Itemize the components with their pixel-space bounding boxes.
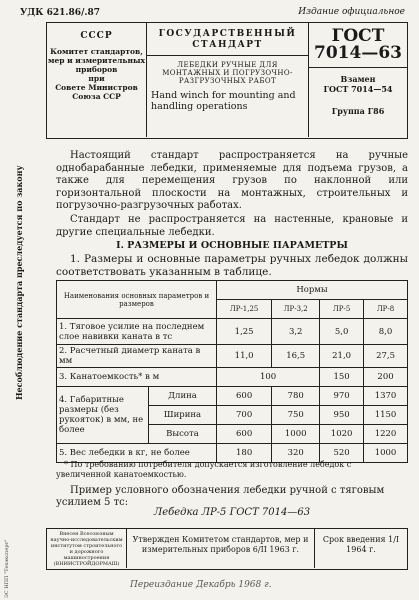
dim-name: Высота	[149, 425, 217, 444]
cell: 1370	[364, 387, 408, 406]
row-label: 1. Тяговое усилие на последнем слое навивки каната в тс	[57, 319, 217, 345]
cell: 100	[217, 368, 320, 387]
cell: 600	[217, 425, 272, 444]
publisher-stamp: ЭС НПП "Техэксперт"	[4, 539, 10, 598]
cell: 11,0	[217, 345, 272, 368]
gost-number: ГОСТ 7014—63	[309, 23, 407, 68]
model-header: ЛР-8	[364, 300, 408, 319]
cell: 21,0	[320, 345, 364, 368]
udk-code: УДК 621.86/.87	[20, 8, 101, 18]
title-block	[147, 23, 309, 137]
approved-by: Утвержден Комитетом стандартов, мер и измерительных приборов 6/II 1963 г.	[127, 529, 315, 568]
approval-footer	[46, 528, 408, 570]
table-row	[57, 387, 408, 406]
cell: 150	[320, 368, 364, 387]
cell: 1150	[364, 406, 408, 425]
clause-1: 1. Размеры и основные параметры ручных лебедок должны соответствовать указанным в таблице.	[56, 253, 408, 278]
table-row	[57, 319, 408, 345]
cell: 3,2	[272, 319, 320, 345]
cell: 520	[320, 444, 364, 463]
group-code: Группа Г86	[331, 106, 385, 116]
cell: 750	[272, 406, 320, 425]
effective-date: Срок введения 1/I 1964 г.	[322, 535, 400, 554]
replace-label: Взамен	[340, 74, 376, 84]
cell: 1220	[364, 425, 408, 444]
model-header: ЛР-5	[320, 300, 364, 319]
example-designation: Лебедка ЛР-5 ГОСТ 7014—63	[153, 507, 311, 518]
row-label: 5. Вес лебедки в кг, не более	[57, 444, 217, 463]
cell: 950	[320, 406, 364, 425]
cell: 780	[272, 387, 320, 406]
dim-name: Длина	[149, 387, 217, 406]
committee-name: Комитет стандартов, мер и измерительных приборов	[47, 47, 146, 74]
norms-header: Нормы	[217, 281, 408, 300]
footnote: * По требованию потребителя допускается изготовление лебедок с увеличенной канатоемкостью.	[56, 460, 352, 479]
cell: 200	[364, 368, 408, 387]
cell: 8,0	[364, 319, 408, 345]
reprint-note: Переиздание Декабрь 1968 г.	[130, 580, 272, 590]
exclusion-paragraph: Стандарт не распространяется на настенные, крановые и другие специальные лебедки.	[56, 214, 408, 238]
model-header: ЛР-1,25	[217, 300, 272, 319]
state-standard-title: ГОСУДАРСТВЕННЫЙ СТАНДАРТ	[147, 23, 308, 56]
introduced-by: Внесен Всесоюзным научно-исследовательским институтом строительного и дорожного машиностроения (ВНИИСТРОЙДОРМАШ)	[47, 529, 127, 568]
section-heading: I. РАЗМЕРЫ И ОСНОВНЫЕ ПАРАМЕТРЫ	[116, 240, 348, 251]
cell: 700	[217, 406, 272, 425]
issuer-block	[47, 23, 147, 137]
replace-value: ГОСТ 7014—54	[323, 84, 393, 94]
table-row	[57, 368, 408, 387]
param-header: Наименования основных параметров и размеров	[57, 281, 217, 319]
sovmin-label: Совете Министров Союза ССР	[55, 83, 138, 101]
dim-name: Ширина	[149, 406, 217, 425]
cell: 600	[217, 387, 272, 406]
ussr-label: СССР	[80, 31, 113, 41]
cell: 970	[320, 387, 364, 406]
legal-notice: Несоблюдение стандарта преследуется по закону	[14, 165, 24, 400]
table-row	[57, 345, 408, 368]
parameters-table	[56, 280, 408, 463]
cell: 1000	[272, 425, 320, 444]
gost-block	[309, 23, 407, 137]
scope-paragraph: Настоящий стандарт распространяется на ручные однобарабанные лебедки, применяемые для подъема грузов, а также для перемещения грузов по наклонной или горизонтальной плоскости на монтажных, строительных и погрузочно-разгрузочных работах.	[56, 150, 408, 212]
english-title: Hand winch for mounting and handling operations	[151, 90, 296, 112]
cell: 5,0	[320, 319, 364, 345]
pri-label: при	[88, 74, 105, 83]
row-label: 3. Канатоемкость* в м	[57, 368, 217, 387]
cell: 180	[217, 444, 272, 463]
cell: 16,5	[272, 345, 320, 368]
cell: 1000	[364, 444, 408, 463]
row-label: 2. Расчетный диаметр каната в мм	[57, 345, 217, 368]
cell: 1020	[320, 425, 364, 444]
model-header: ЛР-3,2	[272, 300, 320, 319]
cell: 320	[272, 444, 320, 463]
row-label: 4. Габаритные размеры (без рукояток) в мм, не более	[57, 387, 149, 444]
edition-label: Издание официальное	[298, 7, 405, 17]
example-paragraph: Пример условного обозначения лебедки ручной с тяговым усилием 5 тс:	[56, 485, 385, 508]
standard-header	[46, 22, 408, 139]
cell: 1,25	[217, 319, 272, 345]
russian-title: ЛЕБЕДКИ РУЧНЫЕ ДЛЯ МОНТАЖНЫХ И ПОГРУЗОЧНО-РАЗГРУЗОЧНЫХ РАБОТ	[162, 61, 293, 85]
cell: 27,5	[364, 345, 408, 368]
